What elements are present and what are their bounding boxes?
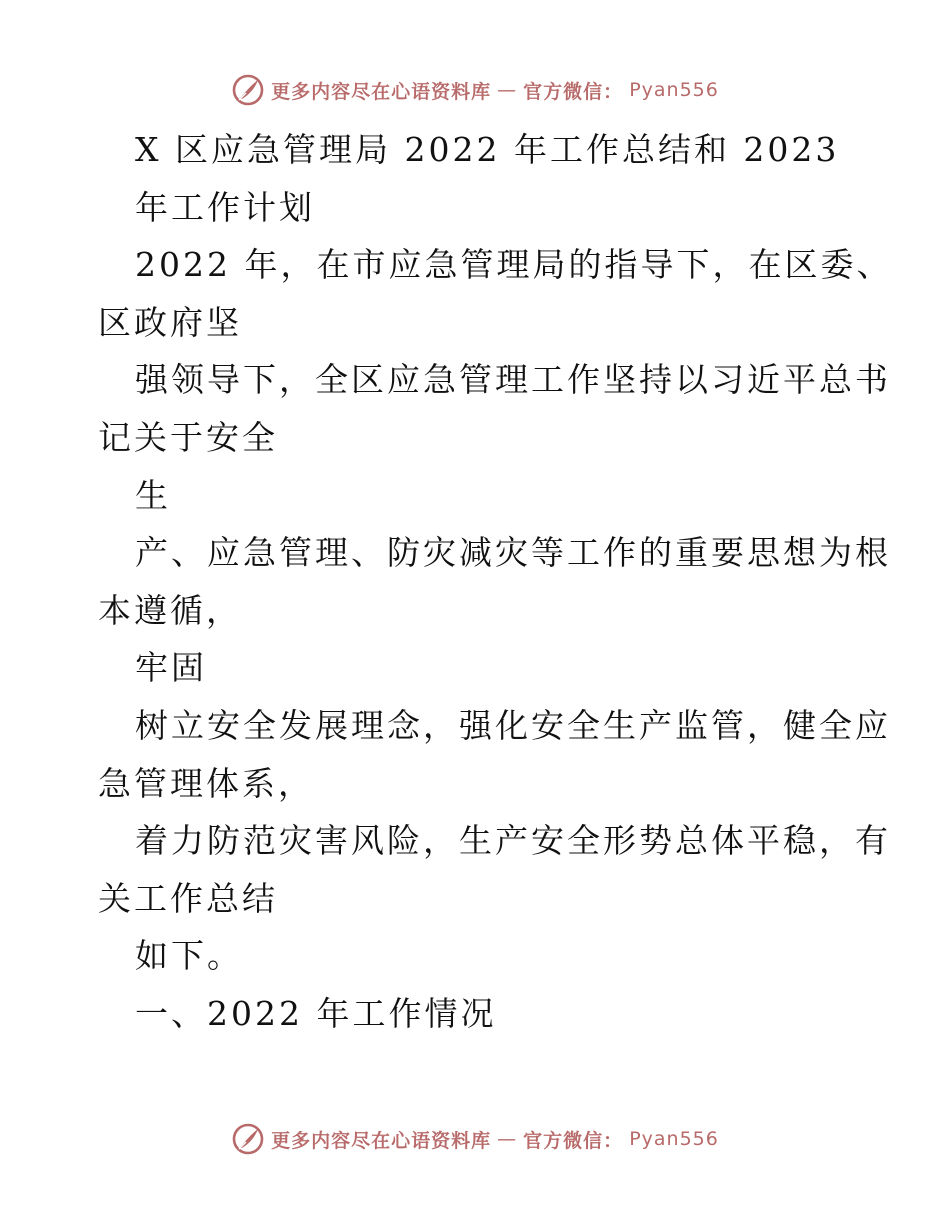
- watermark-separator: —: [497, 79, 518, 101]
- document-line: 牢固: [135, 648, 207, 688]
- feather-circle-logo-icon: [231, 1122, 265, 1156]
- watermark-brand: 更多内容尽在心语资料库: [271, 80, 492, 103]
- watermark-separator: —: [497, 1128, 518, 1150]
- document-line: 着力防范灾害风险，生产安全形势总体平稳，有: [135, 821, 891, 861]
- watermark-contact-id: Pyan556: [629, 79, 719, 101]
- document-line: X 区应急管理局 2022 年工作总结和 2023: [135, 130, 840, 169]
- watermark-banner-bottom: [0, 1119, 950, 1159]
- document-line: 记关于安全: [98, 417, 278, 457]
- document-body: [98, 121, 893, 1043]
- document-line: 树立安全发展理念，强化安全生产监管，健全应: [135, 705, 891, 745]
- document-line: 年工作计划: [135, 187, 315, 227]
- document-line: 本遵循，: [98, 590, 242, 630]
- watermark-banner-top: [0, 70, 950, 110]
- feather-circle-logo-icon: [231, 73, 265, 107]
- document-line: 2022 年，在市应急管理局的指导下，在区委、: [135, 245, 893, 285]
- watermark-contact-label: 官方微信：: [523, 80, 624, 103]
- document-line: 区政府坚: [98, 302, 242, 342]
- document-line: 关工作总结: [98, 878, 278, 918]
- document-line: 如下。: [135, 936, 243, 976]
- watermark-contact-label: 官方微信：: [523, 1129, 624, 1152]
- watermark-contact-id: Pyan556: [629, 1128, 719, 1150]
- document-line: 强领导下，全区应急管理工作坚持以习近平总书: [135, 360, 891, 400]
- document-line: 急管理体系，: [98, 763, 314, 803]
- document-line: 生: [135, 475, 171, 515]
- watermark-brand: 更多内容尽在心语资料库: [271, 1129, 492, 1152]
- document-line: 一、2022 年工作情况: [135, 993, 497, 1033]
- document-line: 产、应急管理、防灾减灾等工作的重要思想为根: [135, 533, 891, 573]
